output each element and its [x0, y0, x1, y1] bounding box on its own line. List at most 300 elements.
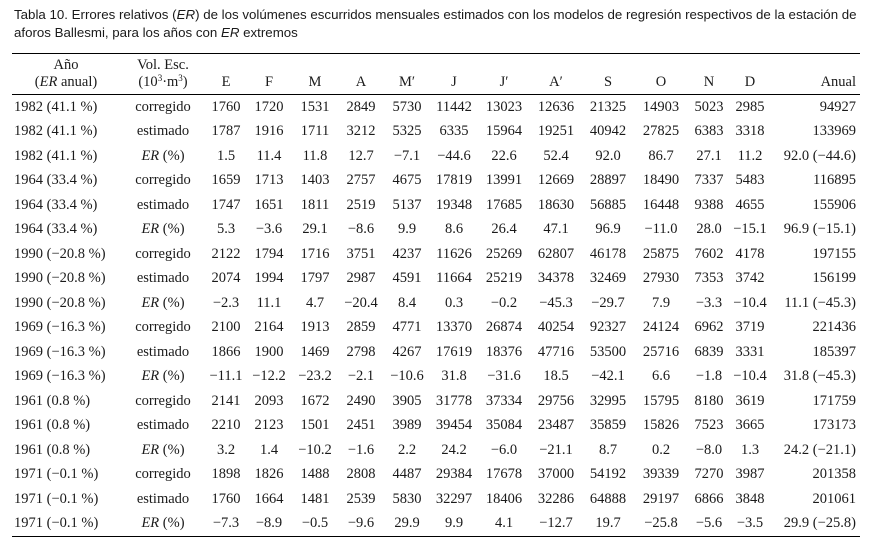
cell-month-value: 4487 [392, 466, 422, 483]
cell-month-value: 3987 [735, 466, 765, 483]
cell-month-value: 13991 [485, 172, 523, 189]
cell-month-value: 1811 [300, 196, 330, 213]
cell-month-value: 11.4 [256, 147, 282, 164]
cell-er-label: ER [141, 147, 160, 164]
cell-vol-type: estimado [136, 343, 190, 360]
cell-month-value: −10.6 [390, 368, 424, 385]
cell-er-unit: (%) [159, 294, 185, 311]
cell-month-value: −1.8 [695, 368, 723, 385]
table-row [12, 291, 860, 316]
cell-annual: 155906 [812, 196, 856, 213]
cell-month-value: 3751 [346, 245, 376, 262]
cell-year: 1964 (33.4 %) [14, 221, 98, 238]
cell-annual: 29.9 (−25.8) [770, 512, 860, 537]
cell-month-value: 53500 [589, 343, 627, 360]
cell-month-value: 3619 [735, 392, 765, 409]
cell-month-value: 2490 [346, 392, 376, 409]
cell-month-value: 4655 [735, 196, 765, 213]
table-row [12, 144, 860, 169]
cell-month-value: 1501 [300, 417, 330, 434]
cell-month-value: 17678 [485, 466, 523, 483]
table-body [12, 95, 860, 537]
cell-year: 1961 (0.8 %) [14, 392, 91, 409]
cell-month-value: −11.0 [644, 221, 678, 238]
cell-month-value: 5023 [694, 98, 724, 115]
cell-month-value: 35084 [485, 417, 523, 434]
cell-month-value: 32286 [537, 490, 575, 507]
cell-month-value: 3318 [735, 123, 765, 140]
table-row [12, 340, 860, 365]
cell-er-label: ER [141, 294, 160, 311]
cell-month-value: 4267 [392, 343, 422, 360]
cell-month-value: 2985 [735, 98, 765, 115]
cell-annual: 171759 [812, 392, 856, 409]
cell-month-value: 56885 [589, 196, 627, 213]
cell-month-value: 23487 [537, 417, 575, 434]
cell-month-value: −8.9 [246, 512, 292, 537]
cell-month-value: 1787 [211, 123, 241, 140]
cell-annual: 96.9 (−15.1) [783, 221, 856, 238]
cell-year: 1990 (−20.8 %) [14, 245, 106, 262]
cell-month-value: 3.2 [216, 441, 236, 458]
cell-month-value: 5325 [392, 123, 422, 140]
cell-er-label: ER [141, 515, 160, 532]
caption-text-3: extremos [239, 25, 298, 40]
cell-month-value: 1720 [254, 98, 284, 115]
cell-annual: 31.8 (−45.3) [783, 368, 856, 385]
cell-month-value: 4591 [392, 270, 422, 287]
cell-month-value: 1994 [254, 270, 284, 287]
cell-month-value: 24.2 [441, 441, 467, 458]
unit-c: ) [182, 74, 188, 90]
unit-sup: 3 [157, 73, 163, 83]
cell-month-value: 6335 [439, 123, 469, 140]
cell-annual: 116895 [813, 172, 856, 189]
cell-er-label: ER [141, 368, 160, 385]
cell-month-value: 11626 [436, 245, 472, 262]
cell-month-value: −25.8 [634, 512, 688, 537]
table-row [12, 316, 860, 341]
cell-month-value: 15795 [642, 392, 680, 409]
table-caption [14, 6, 859, 42]
cell-month-value: −10.4 [733, 294, 767, 311]
table-row [12, 512, 860, 537]
caption-er-1: ER [176, 7, 196, 22]
cell-month-value: 9.9 [430, 512, 478, 537]
cell-month-value: 11.2 [737, 147, 763, 164]
table-row [12, 267, 860, 292]
table-row [12, 463, 860, 488]
unit-b: ·m [162, 74, 179, 90]
cell-month-value: 1866 [211, 343, 241, 360]
table-row [12, 95, 860, 120]
cell-year: 1971 (−0.1 %) [12, 512, 120, 537]
cell-month-value: 0.3 [444, 294, 464, 311]
cell-month-value: 22.6 [491, 147, 517, 164]
cell-month-value: 6866 [694, 490, 724, 507]
cell-vol-type [120, 365, 206, 390]
cell-month-value: 24124 [642, 319, 680, 336]
cell-month-value: 13023 [485, 98, 523, 115]
cell-month-value: 3212 [346, 123, 376, 140]
cell-annual: 185397 [812, 343, 856, 360]
cell-month-value: 1760 [211, 98, 241, 115]
cell-month-value: 17685 [485, 196, 523, 213]
cell-month-value: −15.1 [733, 221, 767, 238]
cell-year: 1961 (0.8 %) [14, 441, 91, 458]
cell-vol-type: corregido [135, 392, 191, 409]
cell-month-value: 4771 [392, 319, 422, 336]
cell-month-value: 18490 [642, 172, 680, 189]
cell-er-unit: (%) [159, 515, 185, 532]
cell-annual: 24.2 (−21.1) [783, 441, 856, 458]
cell-month-value: 1672 [300, 392, 330, 409]
cell-month-value: 15964 [485, 123, 523, 140]
cell-month-value: 25716 [642, 343, 680, 360]
cell-month-value: 4.7 [305, 294, 325, 311]
cell-vol-type: corregido [135, 245, 191, 262]
cell-month-value: 8.6 [444, 221, 464, 238]
header-month: M′ [384, 54, 430, 95]
cell-month-value: 29197 [642, 490, 680, 507]
cell-month-value: 21325 [589, 98, 627, 115]
cell-month-value: 2141 [211, 392, 241, 409]
cell-month-value: 1488 [300, 466, 330, 483]
table-row [12, 218, 860, 243]
cell-month-value: 39454 [435, 417, 473, 434]
cell-month-value: 37334 [485, 392, 523, 409]
cell-month-value: 18630 [537, 196, 575, 213]
cell-month-value: 1900 [254, 343, 284, 360]
cell-month-value: 7270 [694, 466, 724, 483]
cell-month-value: −7.3 [206, 512, 246, 537]
cell-month-value: −8.6 [347, 221, 375, 238]
header-month: A′ [530, 54, 582, 95]
cell-year: 1969 (−16.3 %) [14, 368, 106, 385]
cell-month-value: 31778 [435, 392, 473, 409]
cell-month-value: −2.1 [347, 368, 375, 385]
cell-month-value: 1659 [211, 172, 241, 189]
cell-month-value: 54192 [589, 466, 627, 483]
cell-er-unit: (%) [159, 368, 185, 385]
table-row [12, 365, 860, 390]
cell-month-value: −3.3 [695, 294, 723, 311]
cell-month-value: 19.7 [582, 512, 634, 537]
cell-month-value: 1747 [211, 196, 241, 213]
cell-month-value: −29.7 [591, 294, 625, 311]
cell-month-value: 47716 [537, 343, 575, 360]
cell-month-value: −5.6 [688, 512, 730, 537]
cell-month-value: 2100 [211, 319, 241, 336]
cell-month-value: 2798 [346, 343, 376, 360]
cell-month-value: 27930 [642, 270, 680, 287]
cell-vol-type: corregido [135, 172, 191, 189]
cell-er-unit: (%) [159, 221, 185, 238]
cell-month-value: 27.1 [696, 147, 722, 164]
cell-month-value: 2519 [346, 196, 376, 213]
cell-month-value: 5830 [392, 490, 422, 507]
cell-month-value: 1713 [254, 172, 284, 189]
cell-month-value: −11.1 [209, 368, 243, 385]
cell-month-value: −20.4 [344, 294, 378, 311]
cell-month-value: 6383 [694, 123, 724, 140]
table-row [12, 438, 860, 463]
cell-month-value: 7353 [694, 270, 724, 287]
header-month: M [292, 54, 338, 95]
cell-annual: 201358 [812, 466, 856, 483]
cell-month-value: 7.9 [651, 294, 671, 311]
cell-month-value: −2.3 [212, 294, 240, 311]
cell-month-value: 52.4 [543, 147, 569, 164]
cell-month-value: 3665 [735, 417, 765, 434]
cell-month-value: 29756 [537, 392, 575, 409]
cell-month-value: 40942 [589, 123, 627, 140]
cell-month-value: 7523 [694, 417, 724, 434]
cell-annual: 11.1 (−45.3) [784, 294, 856, 311]
cell-month-value: 3742 [735, 270, 765, 287]
cell-month-value: 2093 [254, 392, 284, 409]
cell-vol-type [120, 291, 206, 316]
cell-month-value: 2849 [346, 98, 376, 115]
table-row [12, 414, 860, 439]
header-year-line1: Año [53, 57, 79, 73]
cell-year: 1971 (−0.1 %) [14, 490, 99, 507]
cell-month-value: 1794 [254, 245, 284, 262]
cell-month-value: 1898 [211, 466, 241, 483]
header-month: J′ [478, 54, 530, 95]
cell-month-value: 46178 [589, 245, 627, 262]
cell-month-value: 12669 [537, 172, 575, 189]
cell-year: 1969 (−16.3 %) [14, 343, 106, 360]
cell-month-value: 62807 [537, 245, 575, 262]
cell-month-value: −0.2 [490, 294, 518, 311]
cell-month-value: 34378 [537, 270, 575, 287]
cell-month-value: 1711 [300, 123, 330, 140]
cell-month-value: 4675 [392, 172, 422, 189]
cell-month-value: 13370 [435, 319, 473, 336]
header-month: A [338, 54, 384, 95]
unit-sup2: 3 [178, 73, 183, 83]
cell-month-value: 1760 [211, 490, 241, 507]
cell-month-value: 86.7 [648, 147, 674, 164]
cell-month-value: −3.6 [255, 221, 283, 238]
cell-month-value: −8.0 [695, 441, 723, 458]
cell-month-value: 18.5 [543, 368, 569, 385]
cell-month-value: 8.4 [397, 294, 417, 311]
header-vol-unit [120, 74, 206, 95]
cell-month-value: 26874 [485, 319, 523, 336]
cell-month-value: 7337 [694, 172, 724, 189]
cell-month-value: 1826 [254, 466, 284, 483]
cell-month-value: 5137 [392, 196, 422, 213]
cell-er-unit: (%) [159, 147, 185, 164]
cell-month-value: 1.5 [216, 147, 236, 164]
cell-month-value: −10.4 [733, 368, 767, 385]
cell-month-value: −44.6 [437, 147, 471, 164]
table-row [12, 242, 860, 267]
header-month: J [430, 54, 478, 95]
cell-annual: 94927 [819, 98, 856, 115]
cell-month-value: 5483 [735, 172, 765, 189]
header-month: S [582, 54, 634, 95]
cell-month-value: 1716 [300, 245, 330, 262]
cell-month-value: 3905 [392, 392, 422, 409]
cell-month-value: 2451 [346, 417, 376, 434]
cell-month-value: 6839 [694, 343, 724, 360]
cell-vol-type [120, 218, 206, 243]
cell-month-value: 3848 [735, 490, 765, 507]
cell-month-value: 11.1 [256, 294, 282, 311]
unit-a: (10 [138, 74, 158, 90]
cell-year: 1961 (0.8 %) [14, 417, 91, 434]
cell-month-value: 1916 [254, 123, 284, 140]
cell-month-value: 47.1 [543, 221, 569, 238]
cell-month-value: 2539 [346, 490, 376, 507]
cell-month-value: 29.9 [384, 512, 430, 537]
cell-month-value: 17619 [435, 343, 473, 360]
cell-month-value: 32297 [435, 490, 473, 507]
cell-month-value: 92.0 [595, 147, 621, 164]
cell-month-value: 27825 [642, 123, 680, 140]
cell-month-value: 15826 [642, 417, 680, 434]
cell-month-value: −12.7 [530, 512, 582, 537]
cell-vol-type: estimado [136, 417, 190, 434]
cell-year: 1964 (33.4 %) [14, 196, 98, 213]
data-table [12, 53, 860, 537]
table-row [12, 193, 860, 218]
cell-month-value: 12636 [537, 98, 575, 115]
cell-month-value: 17819 [435, 172, 473, 189]
cell-month-value: 2074 [211, 270, 241, 287]
cell-month-value: 1651 [254, 196, 284, 213]
cell-month-value: 26.4 [491, 221, 517, 238]
cell-month-value: −12.2 [252, 368, 286, 385]
header-annual: Anual [770, 54, 860, 95]
cell-month-value: 6962 [694, 319, 724, 336]
cell-month-value: −23.2 [298, 368, 332, 385]
cell-month-value: 12.7 [348, 147, 374, 164]
cell-month-value: 32469 [589, 270, 627, 287]
cell-year: 1969 (−16.3 %) [14, 319, 106, 336]
cell-month-value: 64888 [589, 490, 627, 507]
cell-month-value: 11664 [436, 270, 472, 287]
cell-vol-type [120, 144, 206, 169]
cell-month-value: 25269 [485, 245, 523, 262]
cell-month-value: 96.9 [595, 221, 621, 238]
cell-month-value: 25219 [485, 270, 523, 287]
cell-month-value: 14903 [642, 98, 680, 115]
table-row [12, 120, 860, 145]
cell-month-value: 37000 [537, 466, 575, 483]
cell-month-value: 32995 [589, 392, 627, 409]
table-row [12, 169, 860, 194]
cell-month-value: 1797 [300, 270, 330, 287]
cell-month-value: 2987 [346, 270, 376, 287]
cell-month-value: −21.1 [539, 441, 573, 458]
header-month: N [688, 54, 730, 95]
cell-month-value: 5730 [392, 98, 422, 115]
table-header [12, 54, 860, 95]
cell-month-value: 18376 [485, 343, 523, 360]
cell-month-value: −6.0 [490, 441, 518, 458]
cell-month-value: 2859 [346, 319, 376, 336]
cell-vol-type: corregido [135, 98, 191, 115]
cell-month-value: −42.1 [591, 368, 625, 385]
cell-month-value: 29384 [435, 466, 473, 483]
header-year [12, 54, 120, 75]
header-month: O [634, 54, 688, 95]
cell-month-value: 4237 [392, 245, 422, 262]
cell-vol-type: estimado [136, 196, 190, 213]
cell-month-value: −1.6 [347, 441, 375, 458]
cell-annual: 92.0 (−44.6) [783, 147, 856, 164]
cell-month-value: 39339 [642, 466, 680, 483]
cell-month-value: 2757 [346, 172, 376, 189]
cell-month-value: 35859 [589, 417, 627, 434]
cell-month-value: 25875 [642, 245, 680, 262]
cell-vol-type: estimado [136, 270, 190, 287]
cell-month-value: 1531 [300, 98, 330, 115]
cell-month-value: −9.6 [338, 512, 384, 537]
header-vol-line1: Vol. Esc. [137, 57, 189, 73]
cell-month-value: 11.8 [302, 147, 328, 164]
cell-month-value: 1913 [300, 319, 330, 336]
table-row [12, 389, 860, 414]
header-month: E [206, 54, 246, 95]
caption-er-2: ER [220, 25, 240, 40]
cell-annual: 133969 [812, 123, 856, 140]
cell-month-value: 1469 [300, 343, 330, 360]
cell-month-value: 8.7 [598, 441, 618, 458]
cell-year: 1982 (41.1 %) [14, 147, 98, 164]
cell-vol-type: corregido [135, 319, 191, 336]
cell-month-value: 2122 [211, 245, 241, 262]
cell-month-value: 28897 [589, 172, 627, 189]
cell-year: 1971 (−0.1 %) [14, 466, 99, 483]
cell-annual: 156199 [812, 270, 856, 287]
cell-month-value: 4178 [735, 245, 765, 262]
cell-month-value: 92327 [589, 319, 627, 336]
cell-month-value: 8180 [694, 392, 724, 409]
table-row [12, 487, 860, 512]
cell-month-value: 40254 [537, 319, 575, 336]
cell-year: 1982 (41.1 %) [14, 123, 98, 140]
cell-vol-type [120, 438, 206, 463]
caption-text-2: ) de los volúmenes escurridos mensuales estimados con los modelos de regresión respectivos de la estación de aforos Ballesmi, para los años con [14, 7, 857, 40]
cell-month-value: 2808 [346, 466, 376, 483]
cell-month-value: −31.6 [487, 368, 521, 385]
cell-month-value: 1.3 [740, 441, 760, 458]
cell-month-value: 19348 [435, 196, 473, 213]
cell-month-value: 3719 [735, 319, 765, 336]
header-year-rest: anual) [57, 74, 98, 90]
cell-er-label: ER [141, 221, 160, 238]
cell-month-value: 1403 [300, 172, 330, 189]
cell-month-value: −45.3 [539, 294, 573, 311]
header-year-sub [12, 74, 120, 95]
cell-month-value: 19251 [537, 123, 575, 140]
cell-month-value: 16448 [642, 196, 680, 213]
header-year-open: ( [34, 74, 40, 90]
cell-month-value: −7.1 [393, 147, 421, 164]
cell-month-value: 7602 [694, 245, 724, 262]
cell-annual: 221436 [812, 319, 856, 336]
cell-month-value: 18406 [485, 490, 523, 507]
cell-month-value: −3.5 [730, 512, 770, 537]
cell-month-value: 2123 [254, 417, 284, 434]
cell-month-value: 9388 [694, 196, 724, 213]
header-month: D [730, 54, 770, 95]
